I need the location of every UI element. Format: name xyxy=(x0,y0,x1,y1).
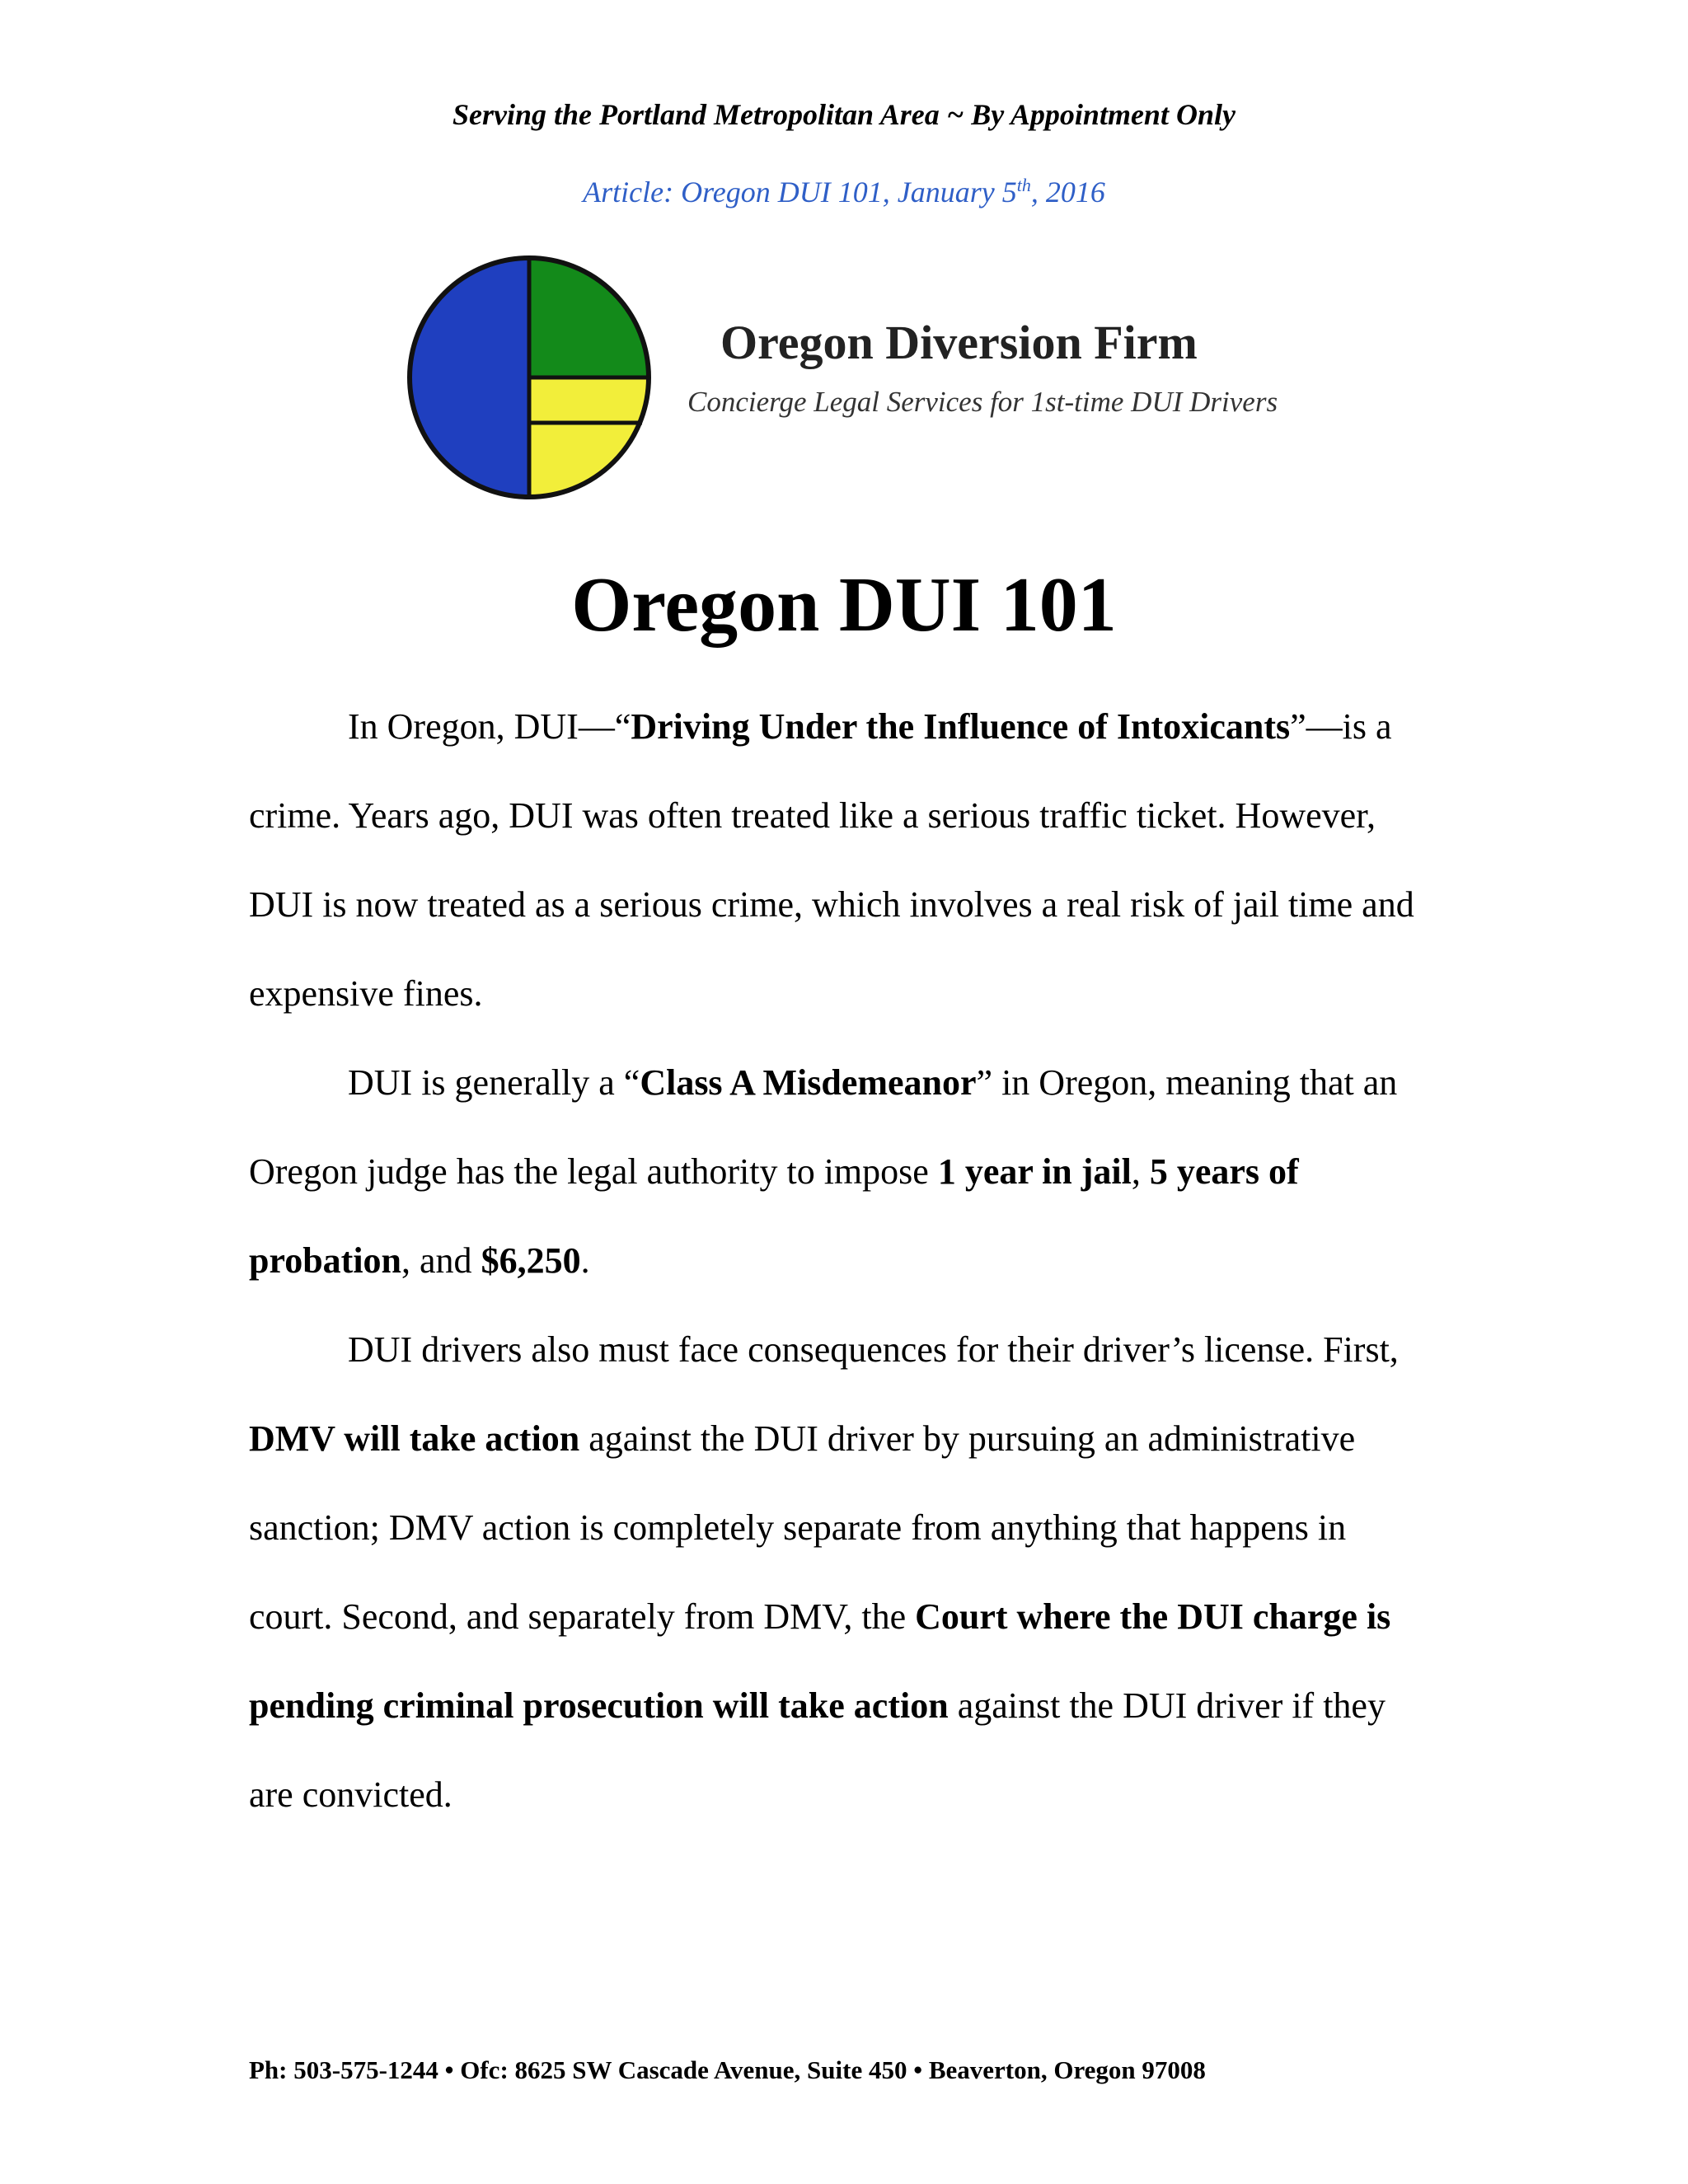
p2-bold-2: 1 year in jail xyxy=(937,1151,1132,1192)
p2-text-4: , and xyxy=(401,1240,481,1281)
p1-bold-1: Driving Under the Influence of Intoxicants xyxy=(631,706,1291,747)
header-tagline: Serving the Portland Metropolitan Area ~ By Appointment Only xyxy=(452,98,1236,131)
p2-bold-1: Class A Misdemeanor xyxy=(640,1062,977,1103)
firm-tagline: Concierge Legal Services for 1st-time DUI Drivers xyxy=(687,386,1278,418)
p2-text-1: DUI is generally a “ xyxy=(348,1062,640,1103)
p1-text-1: In Oregon, DUI—“ xyxy=(348,706,631,747)
p2-bold-4: $6,250 xyxy=(481,1240,581,1281)
p3-text-1: DUI drivers also must face consequences for their driver’s license. First, xyxy=(348,1329,1399,1370)
p3-text-2: against the DUI driver by pursuing an administrative sanction; DMV action is completely separate from anything that happens in court. Second, and separately from DMV, the xyxy=(249,1418,1356,1637)
p2-text-3: , xyxy=(1131,1151,1150,1192)
article-line-suffix: , 2016 xyxy=(1030,176,1105,209)
page-title: Oregon DUI 101 xyxy=(571,562,1117,648)
article-body xyxy=(249,682,1436,1840)
p3-text-3: against the DUI driver if they are convicted. xyxy=(249,1685,1386,1815)
paragraph-1 xyxy=(249,682,1436,1038)
article-date-suffix: th xyxy=(1016,175,1031,195)
paragraph-2 xyxy=(249,1038,1436,1305)
p3-bold-1: DMV will take action xyxy=(249,1418,580,1459)
firm-name: Oregon Diversion Firm xyxy=(720,316,1198,369)
p2-text-2: ” in Oregon, meaning that an Oregon judge has the legal authority to impose xyxy=(249,1062,1398,1192)
p2-text-5: . xyxy=(580,1240,590,1281)
firm-logo-icon xyxy=(406,254,653,501)
article-line xyxy=(0,175,1688,209)
article-line-prefix: Article: Oregon DUI 101, January 5 xyxy=(583,176,1017,209)
p1-text-2: ”—is a crime. Years ago, DUI was often treated like a serious traffic ticket. However, DUI is now treated as a serious crime, which involves a real risk of jail time and expensive fines. xyxy=(249,706,1414,1014)
contact-footer: Ph: 503-575-1244 • Ofc: 8625 SW Cascade Avenue, Suite 450 • Beaverton, Oregon 97008 xyxy=(249,2055,1206,2084)
logo-blue-half xyxy=(410,258,529,497)
paragraph-3 xyxy=(249,1305,1436,1840)
p3-bold-2: Court where the DUI charge is pending criminal prosecution will take action xyxy=(249,1596,1391,1726)
p2-bold-3: 5 years of probation xyxy=(249,1151,1299,1281)
